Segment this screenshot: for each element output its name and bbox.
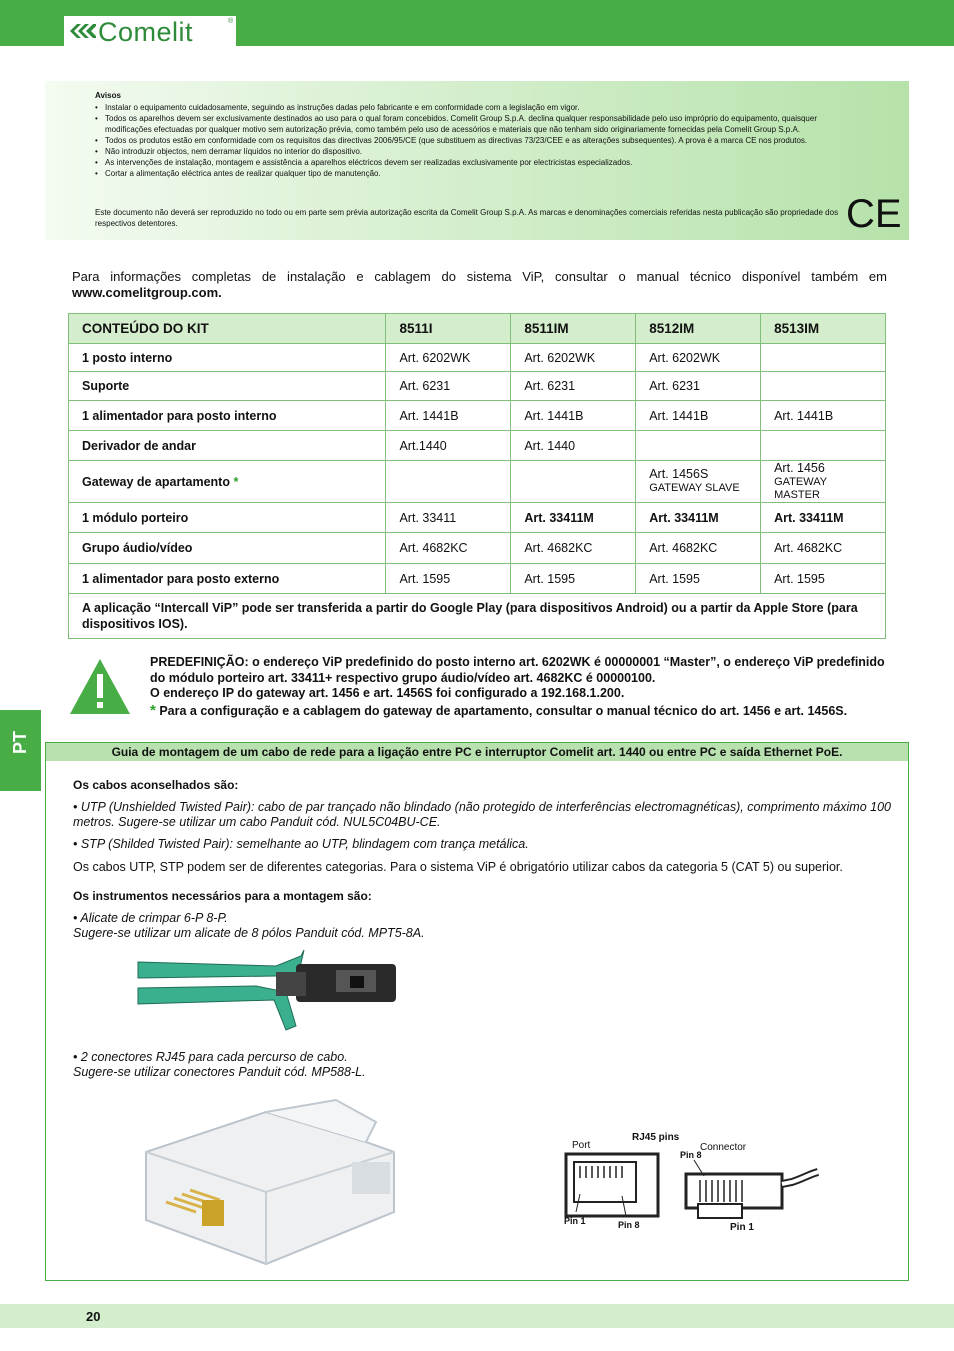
table-cell — [761, 372, 886, 401]
cable-categories-text: Os cabos UTP, STP podem ser de diferentes categorias. Para o sistema ViP é obrigatório utilizar cabos da categoria 5 (CAT 5) ou superior. — [73, 860, 843, 874]
cell-value: Art. 1456S — [649, 467, 709, 481]
pin8-port-label: Pin 8 — [618, 1220, 640, 1230]
page-number: 20 — [86, 1309, 101, 1324]
table-cell: Art. 1441B — [761, 401, 886, 431]
gateway-config-text: Para a configuração e a cablagem do gateway de apartamento, consultar o manual técnico do art. 1456 e art. 1456S. — [159, 703, 848, 718]
row-label: 1 alimentador para posto interno — [69, 401, 386, 431]
crimping-pliers-image — [136, 948, 402, 1032]
table-cell: Art. 6202WK — [636, 344, 761, 372]
row-label: 1 módulo porteiro — [69, 503, 386, 533]
cell-value: Art. 1456 — [774, 460, 825, 475]
column-header: CONTEÚDO DO KIT — [69, 314, 386, 344]
row-label-text: Gateway de apartamento — [82, 474, 230, 489]
row-label: Derivador de andar — [69, 431, 386, 461]
predefinition-notice — [150, 655, 890, 719]
table-cell — [761, 431, 886, 461]
port-label: Port — [572, 1140, 591, 1151]
warnings-list — [95, 102, 845, 179]
row-label: Grupo áudio/vídeo — [69, 533, 386, 564]
rj45-pins-diagram — [560, 1128, 820, 1236]
table-cell: Art. 6231 — [386, 372, 511, 401]
gateway-config-note — [150, 703, 890, 720]
utp-description: • UTP (Unshielded Twisted Pair): cabo de par trançado não blindado (não protegido de interferências electromagnéticas), comprimento máximo 100 metros. Sugere-se utilizar um cabo Panduit cód. NUL5C04BU-CE. — [73, 800, 891, 829]
table-cell — [761, 461, 886, 503]
table-cell: Art. 33411 — [386, 503, 511, 533]
warning-item: • As intervenções de instalação, montagem e assistência a aparelhos eléctricos devem ser realizadas exclusivamente por electricistas especializados. — [95, 157, 845, 168]
table-cell: Art. 33411M — [511, 503, 636, 533]
ce-mark-icon — [800, 192, 902, 236]
connectors-suggestion: Sugere-se utilizar conectores Panduit cód. MP588-L. — [73, 1065, 366, 1079]
stp-description: • STP (Shilded Twisted Pair): semelhante ao UTP, blindagem com trança metálica. — [73, 837, 529, 851]
column-header: 8512IM — [636, 314, 761, 344]
app-download-note: A aplicação “Intercall ViP” pode ser transferida a partir do Google Play (para dispositivos Android) ou a partir da Apple Store (para dispositivos IOS). — [69, 594, 886, 639]
predefinition-text: PREDEFINIÇÃO: o endereço ViP predefinido do posto interno art. 6202WK é 00000001 “Master”, o endereço ViP predefinido do módulo porteiro art. 33411+ respectivo grupo áudio/vídeo art. 4682KC é 00000100. — [150, 655, 885, 685]
column-header: 8513IM — [761, 314, 886, 344]
column-header: 8511IM — [511, 314, 636, 344]
table-cell: Art. 1595 — [761, 564, 886, 594]
rj45-pins-title: RJ45 pins — [632, 1132, 680, 1143]
table-cell: Art. 1441B — [511, 401, 636, 431]
table-row — [69, 344, 886, 372]
pin1-connector-label: Pin 1 — [730, 1222, 754, 1233]
table-row — [69, 461, 886, 503]
warning-item: • Instalar o equipamento cuidadosamente, seguindo as instruções dadas pelo fabricante e em conformidade com a legislação em vigor. — [95, 102, 845, 113]
row-label: 1 alimentador para posto externo — [69, 564, 386, 594]
column-header: 8511I — [386, 314, 511, 344]
table-cell: Art. 6231 — [636, 372, 761, 401]
language-tab-label: PT — [10, 730, 30, 754]
table-cell: Art. 1595 — [386, 564, 511, 594]
table-row — [69, 401, 886, 431]
rj45-connector-image — [136, 1092, 396, 1268]
copyright-notice: Este documento não deverá ser reproduzido no todo ou em parte sem prévia autorização escrita da Comelit Group S.p.A. As marcas e denominações comerciais referidas nesta publicação são propriedade dos respectivos detentores. — [95, 208, 839, 228]
table-row — [69, 503, 886, 533]
table-cell — [636, 431, 761, 461]
comelit-logo-icon — [70, 22, 96, 40]
table-cell: Art. 6231 — [511, 372, 636, 401]
table-cell: Art.1440 — [386, 431, 511, 461]
crimp-tool-text: • Alicate de crimpar 6-P 8-P. — [73, 911, 228, 925]
table-cell — [511, 461, 636, 503]
table-note-row — [69, 594, 886, 639]
table-cell: Art. 33411M — [761, 503, 886, 533]
table-cell: Art. 1595 — [511, 564, 636, 594]
svg-text:CE: CE — [846, 192, 902, 236]
table-header-row — [69, 314, 886, 344]
footer-bar — [0, 1304, 954, 1328]
warnings-title: Avisos — [95, 91, 121, 100]
table-cell: Art. 6202WK — [511, 344, 636, 372]
row-label: Suporte — [69, 372, 386, 401]
warning-item: • Todos os aparelhos devem ser exclusivamente destinados ao uso para o qual foram concebidos. Comelit Group S.p.A. declina qualquer responsabilidade pelo uso impróprio do equipamento, quaisquer modificações efectuadas por qualquer motivo sem autorização prévia, como também pelo uso de acessórios e materiais que não tenham sido originariamente fornecidas pela Comelit Group S.p.A. — [95, 113, 845, 135]
intro-paragraph — [72, 269, 887, 301]
row-label — [69, 461, 386, 503]
asterisk-mark: * — [150, 701, 156, 719]
table-cell: Art. 4682KC — [511, 533, 636, 564]
table-row — [69, 372, 886, 401]
table-cell: Art. 1441B — [636, 401, 761, 431]
table-row — [69, 564, 886, 594]
cell-subtitle: GATEWAY SLAVE — [649, 482, 740, 494]
cables-title: Os cabos aconselhados são: — [73, 778, 239, 792]
warnings-box — [45, 81, 909, 240]
connector-label: Connector — [700, 1142, 747, 1153]
table-cell: Art. 4682KC — [761, 533, 886, 564]
table-cell: Art. 4682KC — [386, 533, 511, 564]
table-cell: Art. 4682KC — [636, 533, 761, 564]
table-cell: Art. 1440 — [511, 431, 636, 461]
warning-item: • Não introduzir objectos, nem derramar líquidos no interior do dispositivo. — [95, 146, 845, 157]
table-cell: Art. 6202WK — [386, 344, 511, 372]
warning-item: • Todos os produtos estão em conformidade com os requisitos das directivas 2006/95/CE (que substituem as directivas 73/23/CEE e as alterações subsequentes). A prova é a marca CE nos produtos. — [95, 135, 845, 146]
table-row — [69, 533, 886, 564]
warning-item: • Cortar a alimentação eléctrica antes de realizar qualquer tipo de manutenção. — [95, 168, 845, 179]
table-cell: Art. 1441B — [386, 401, 511, 431]
crimp-tool-suggestion: Sugere-se utilizar um alicate de 8 pólos Panduit cód. MPT5-8A. — [73, 926, 425, 940]
kit-contents-table — [68, 313, 886, 639]
gateway-ip-text: O endereço IP do gateway art. 1456 e art. 1456S foi configurado a 192.168.1.200. — [150, 686, 625, 700]
pin8-connector-label: Pin 8 — [680, 1150, 702, 1160]
table-cell: Art. 1595 — [636, 564, 761, 594]
guide-header: Guia de montagem de um cabo de rede para a ligação entre PC e interruptor Comelit art. 1440 ou entre PC e saída Ethernet PoE. — [46, 743, 908, 761]
table-cell — [386, 461, 511, 503]
language-tab-pt — [0, 710, 41, 791]
intro-text: Para informações completas de instalação e cablagem do sistema ViP, consultar o manual técnico disponível também em — [72, 269, 887, 284]
tools-title: Os instrumentos necessários para a montagem são: — [73, 889, 372, 903]
comelit-logo — [64, 16, 236, 46]
table-cell: Art. 33411M — [636, 503, 761, 533]
row-label: 1 posto interno — [69, 344, 386, 372]
cell-subtitle: GATEWAY MASTER — [774, 475, 827, 501]
registered-mark: ® — [228, 18, 234, 25]
table-cell — [636, 461, 761, 503]
table-row — [69, 431, 886, 461]
table-cell — [761, 344, 886, 372]
website-link[interactable]: www.comelitgroup.com. — [72, 285, 222, 300]
asterisk-mark: * — [233, 474, 239, 489]
logo-text: Comelit — [98, 17, 194, 47]
warning-triangle-icon — [69, 658, 131, 715]
pin1-port-label: Pin 1 — [564, 1216, 586, 1226]
connectors-text: • 2 conectores RJ45 para cada percurso de cabo. — [73, 1050, 348, 1064]
